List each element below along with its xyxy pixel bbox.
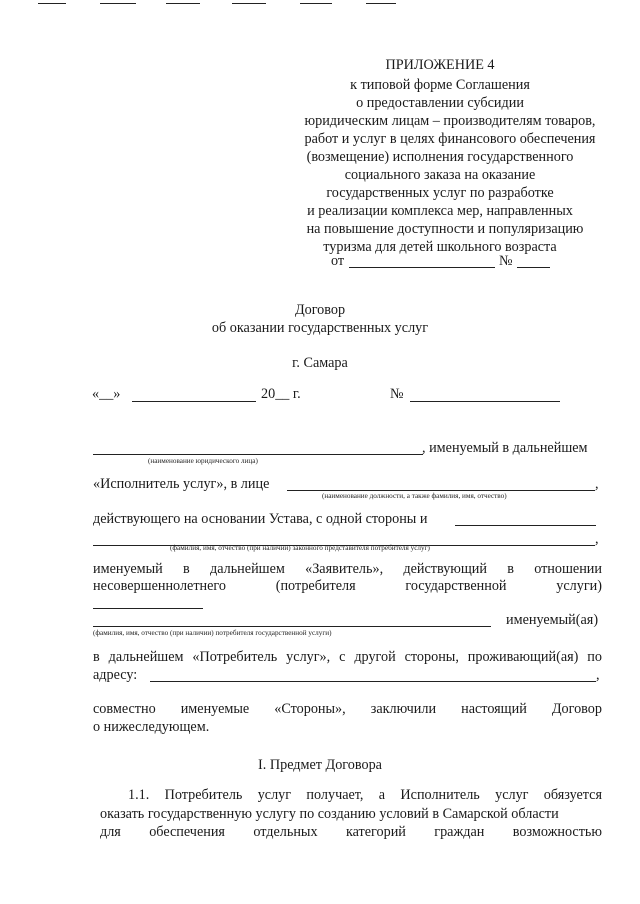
word: дальнейшем [209,561,285,577]
word: действующий [403,561,487,577]
section-line-justified [128,787,602,804]
appendix-line: государственных услуг по разработке [326,185,554,201]
section-text: оказать государственную услугу по созданию условий в Самарской области [100,806,559,822]
party-line-justified [93,561,602,578]
word: получает, [306,787,364,803]
word: Исполнитель [400,787,480,803]
word: обязуется [543,787,602,803]
consumer-name-field[interactable] [93,626,491,627]
appendix-line: на повышение доступности и популяризацию [306,221,584,237]
appendix-number-label: № [499,253,513,269]
appendix-line: работ и услуг в целях финансового обеспечения [304,131,596,147]
word: услуг [495,787,529,803]
appendix-line: и реализации комплекса мер, направленных [307,203,573,219]
contract-number-label: № [390,386,404,402]
appendix-line: к типовой форме Соглашения [350,77,530,93]
word: настоящий [461,701,527,717]
header-rule [366,3,396,4]
position-caption: (наименование должности, а также фамилия, имя, отчество) [322,492,507,500]
contract-month-field[interactable] [132,401,256,402]
section-heading: I. Предмет Договора [258,757,382,773]
party-text: , именуемый в дальнейшем [422,440,588,456]
party-text: в дальнейшем «Потребитель услуг», с другой стороны, проживающий(ая) по [93,649,602,665]
word: Договор [551,701,602,717]
header-rule [100,3,136,4]
party-text: действующего на основании Устава, с одной стороны и [93,511,428,527]
contract-title: Договор [294,302,346,318]
party-text: , [595,476,599,492]
word: категорий [345,824,406,840]
word: именуемые [180,701,250,717]
party-text: , [596,667,600,683]
word: именуемый [93,561,163,577]
consumer-caption: (фамилия, имя, отчество (при наличии) потребителя государственной услуги) [93,629,332,637]
word: для [100,824,121,840]
word: 1.1. [128,787,150,803]
appendix-number-field[interactable] [517,267,550,268]
word: граждан [434,824,485,840]
party-line-justified [93,578,602,595]
appendix-date-field[interactable] [349,267,495,268]
word: государственной [405,578,507,594]
contract-year: 20__ г. [261,386,301,402]
word: «Стороны», [274,701,346,717]
appendix-title: ПРИЛОЖЕНИЕ 4 [385,57,495,73]
header-rule [38,3,66,4]
word: возможностью [512,824,602,840]
word: Потребитель [164,787,243,803]
position-name-field[interactable] [287,490,595,491]
word: в [507,561,514,577]
header-rule [232,3,266,4]
counterparty-field[interactable] [455,525,596,526]
party-line-justified [93,701,602,718]
party-text: «Исполнитель услуг», в лице [93,476,270,492]
word: отношении [534,561,602,577]
address-field[interactable] [150,681,596,682]
word: заключили [370,701,437,717]
word: услуг [257,787,292,803]
appendix-from-label: от [331,253,345,269]
legal-entity-caption: (наименование юридического лица) [148,457,258,465]
party-text: о нижеследующем. [93,719,210,735]
word: «Заявитель», [305,561,384,577]
contract-day: «__» [92,386,121,402]
appendix-line: туризма для детей школьного возраста [323,239,557,255]
appendix-line: о предоставлении субсидии [356,95,524,111]
header-rule [166,3,200,4]
section-line-justified [100,824,602,841]
contract-city: г. Самара [292,355,348,371]
contract-subtitle: об оказании государственных услуг [211,320,429,336]
party-text: , [595,531,599,547]
word: услуги) [556,578,602,594]
word: обеспечения [149,824,225,840]
address-label: адресу: [93,667,138,683]
word: несовершеннолетнего [93,578,226,594]
word: (потребителя [275,578,356,594]
word: в [183,561,190,577]
consumer-field-short[interactable] [93,608,203,609]
legal-entity-field[interactable] [93,454,423,455]
header-rule [300,3,332,4]
representative-caption: (фамилия, имя, отчество (при наличии) законного представителя потребителя услуг) [170,544,430,552]
appendix-line: (возмещение) исполнения государственного [306,149,574,165]
party-text: именуемый(ая) [506,612,599,628]
word: отдельных [253,824,318,840]
appendix-line: социального заказа на оказание [344,167,536,183]
word: совместно [93,701,156,717]
appendix-line: юридическим лицам – производителям товаров, [304,113,596,129]
contract-number-field[interactable] [410,401,560,402]
word: а [378,787,386,803]
